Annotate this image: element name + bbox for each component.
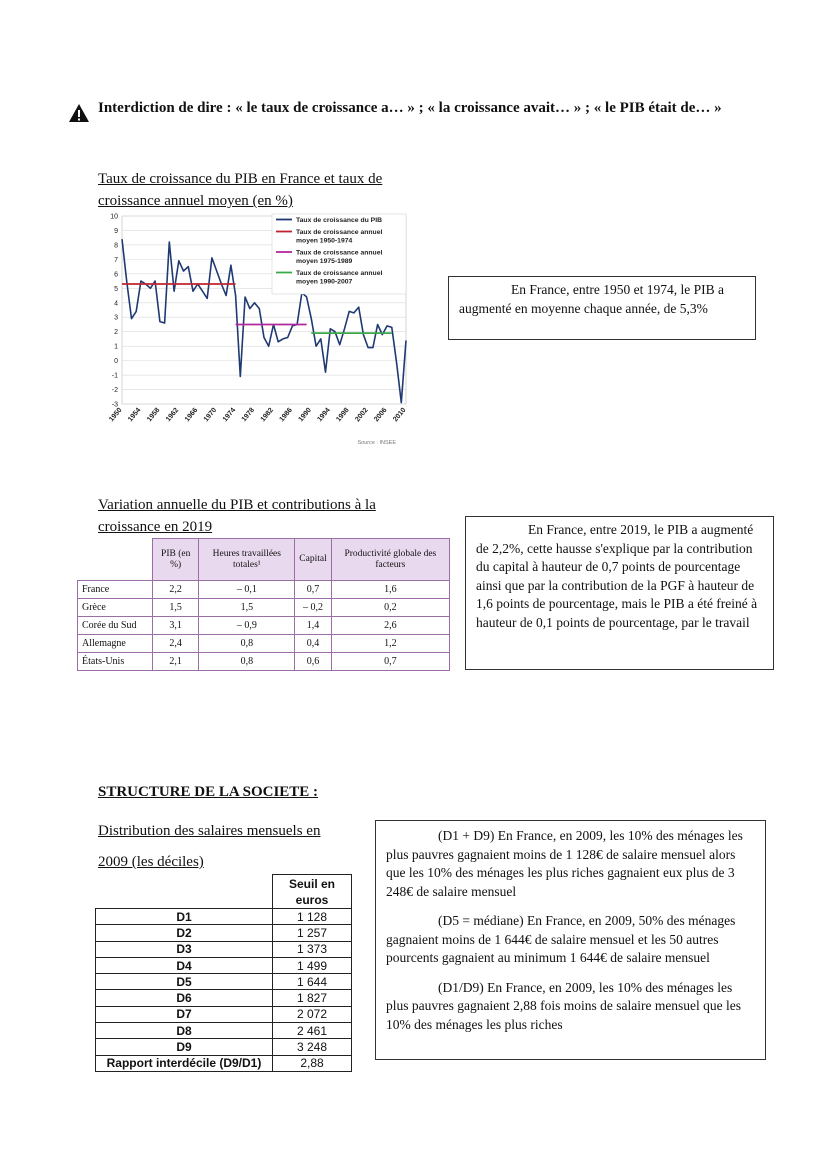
table-row	[96, 974, 352, 990]
legend-label: Taux de croissance annuel	[296, 229, 383, 236]
decile-label: D3	[96, 941, 273, 957]
x-tick-label: 1982	[259, 406, 275, 424]
value-cell: 2,2	[153, 581, 199, 599]
y-tick-label: 9	[114, 227, 118, 235]
table-row	[96, 909, 352, 925]
decile-value: 1 373	[273, 941, 352, 957]
value-cell: 1,2	[331, 635, 449, 653]
explanation-paragraph: (D1 + D9) En France, en 2009, les 10% des ménages les plus pauvres gagnaient moins de 1 128€ de salaire mensuel alors que les 10% des ménages les plus riches gagnaient eux plus de 3 248€ de salaire mensuel	[386, 828, 743, 899]
table-row	[78, 635, 450, 653]
value-cell: 2,6	[331, 617, 449, 635]
table-header-pib: PIB (en %)	[153, 539, 199, 581]
x-tick-label: 1978	[240, 406, 257, 424]
warning-icon	[68, 103, 90, 123]
table-row	[78, 617, 450, 635]
x-tick-label: 1974	[221, 406, 238, 424]
decile-label: D4	[96, 957, 273, 973]
table-row	[96, 941, 352, 957]
country-cell: France	[78, 581, 153, 599]
y-tick-label: 0	[114, 358, 118, 366]
table-row	[96, 1039, 352, 1055]
decile-label: D8	[96, 1023, 273, 1039]
x-tick-label: 2002	[354, 406, 370, 424]
decile-value: 1 257	[273, 925, 352, 941]
decile-label: D2	[96, 925, 273, 941]
warning-title: Interdiction de dire : « le taux de croissance a… » ; « la croissance avait… » ; « le PIB était de… »	[98, 100, 722, 116]
x-tick-label: 2006	[373, 406, 389, 424]
deciles-header: Seuil en euros	[273, 875, 352, 909]
decile-value: 3 248	[273, 1039, 352, 1055]
y-tick-label: 8	[114, 242, 118, 250]
x-tick-label: 1970	[202, 406, 219, 424]
table-header-hours: Heures travaillées totales¹	[199, 539, 295, 581]
value-cell: – 0,2	[295, 599, 331, 617]
value-cell: 2,4	[153, 635, 199, 653]
decile-label: D7	[96, 1006, 273, 1022]
section1-title-line1: Taux de croissance du PIB en France et taux de	[98, 171, 383, 187]
legend-label: moyen 1950-1974	[296, 237, 353, 245]
x-tick-label: 1954	[127, 406, 143, 424]
legend-label: Taux de croissance du PIB	[296, 217, 382, 224]
x-tick-label: 2010	[392, 406, 408, 424]
legend-label: Taux de croissance annuel	[296, 249, 383, 257]
section3-title	[98, 816, 320, 878]
y-tick-label: -1	[111, 372, 118, 380]
legend-label: Taux de croissance annuel	[296, 270, 383, 277]
table-row	[96, 990, 352, 1006]
y-tick-label: 4	[114, 300, 118, 308]
section3-explanation-box	[375, 820, 766, 1060]
decile-label: D5	[96, 974, 273, 990]
table-row	[96, 1055, 352, 1071]
table-header-pgf: Productivité globale des facteurs	[331, 539, 449, 581]
gdp-contributions-table	[77, 538, 450, 671]
section2-explanation: En France, entre 2019, le PIB a augmenté de 2,2%, cette hausse s'explique par la contribution du capital à hauteur de 0,7 points de pourcentage ainsi que par la contribution de la PGF à hauteur de 1,6 points de pourcentage, mais le PIB a été freiné à hauteur de 0,1 points de pourcentage, par le travail	[476, 522, 758, 630]
table-row	[96, 1006, 352, 1022]
table-header-capital: Capital	[295, 539, 331, 581]
table-row	[78, 581, 450, 599]
table-row	[96, 1023, 352, 1039]
decile-value: 2 072	[273, 1006, 352, 1022]
decile-value: 2 461	[273, 1023, 352, 1039]
country-cell: États-Unis	[78, 653, 153, 671]
section1-explanation: En France, entre 1950 et 1974, le PIB a augmenté en moyenne chaque année, de 5,3%	[459, 282, 724, 316]
gdp-growth-chart	[100, 208, 420, 452]
value-cell: 1,6	[331, 581, 449, 599]
wage-deciles-table	[95, 874, 352, 1072]
x-tick-label: 1950	[108, 406, 124, 424]
y-tick-label: -3	[111, 401, 118, 409]
y-tick-label: 6	[114, 271, 118, 279]
value-cell: 0,6	[295, 653, 331, 671]
section1-title	[98, 168, 382, 212]
x-tick-label: 1994	[316, 406, 332, 424]
x-tick-label: 1998	[335, 406, 351, 424]
value-cell: 0,7	[295, 581, 331, 599]
section2-title-line2: croissance en 2019	[98, 519, 213, 535]
value-cell: 1,4	[295, 617, 331, 635]
decile-label: D9	[96, 1039, 273, 1055]
y-tick-label: 7	[114, 256, 118, 264]
section3-title-line2: 2009 (les déciles)	[98, 854, 204, 870]
value-cell: 0,2	[331, 599, 449, 617]
x-tick-label: 1990	[297, 406, 313, 424]
table-row	[78, 599, 450, 617]
x-tick-label: 1986	[278, 406, 294, 424]
interdecile-value: 2,88	[273, 1055, 352, 1071]
value-cell: 3,1	[153, 617, 199, 635]
value-cell: 0,8	[199, 653, 295, 671]
y-tick-label: 10	[110, 213, 118, 221]
interdecile-label: Rapport interdécile (D9/D1)	[96, 1055, 273, 1071]
table-row	[78, 653, 450, 671]
decile-label: D1	[96, 909, 273, 925]
section1-explanation-box	[448, 276, 756, 340]
table-row	[96, 957, 352, 973]
value-cell: – 0,1	[199, 581, 295, 599]
decile-label: D6	[96, 990, 273, 1006]
value-cell: 0,7	[331, 653, 449, 671]
legend-label: moyen 1975-1989	[296, 258, 353, 265]
section2-explanation-box	[465, 516, 774, 670]
decile-value: 1 499	[273, 957, 352, 973]
country-cell: Allemagne	[78, 635, 153, 653]
section2-title-line1: Variation annuelle du PIB et contributions à la	[98, 497, 376, 513]
x-tick-label: 1962	[164, 406, 181, 424]
country-cell: Corée du Sud	[78, 617, 153, 635]
country-cell: Grèce	[78, 599, 153, 617]
value-cell: 2,1	[153, 653, 199, 671]
section1-title-line2: croissance annuel moyen (en %)	[98, 193, 293, 209]
x-tick-label: 1966	[183, 406, 200, 424]
y-tick-label: 1	[114, 343, 118, 351]
y-tick-label: 3	[114, 314, 118, 322]
explanation-paragraph: (D5 = médiane) En France, en 2009, 50% des ménages gagnaient moins de 1 644€ de salaire mensuel et les 50 autres pourcents gagnaient au minimum 1 644€ de salaire mensuel	[386, 913, 736, 965]
y-tick-label: 5	[114, 285, 118, 293]
decile-value: 1 128	[273, 909, 352, 925]
legend-label: moyen 1990-2007	[296, 278, 353, 286]
decile-value: 1 827	[273, 990, 352, 1006]
section3-title-line1: Distribution des salaires mensuels en	[98, 823, 321, 839]
value-cell: 1,5	[153, 599, 199, 617]
x-tick-label: 1958	[146, 406, 162, 424]
value-cell: 0,4	[295, 635, 331, 653]
y-tick-label: 2	[114, 329, 118, 337]
value-cell: 0,8	[199, 635, 295, 653]
decile-value: 1 644	[273, 974, 352, 990]
section2-title	[98, 494, 376, 538]
chart-source: Source : INSEE	[357, 440, 396, 446]
value-cell: – 0,9	[199, 617, 295, 635]
explanation-paragraph: (D1/D9) En France, en 2009, les 10% des ménages les plus pauvres gagnaient 2,88 fois moins de salaire mensuel que les 10% des ménages les plus riches	[386, 979, 742, 1032]
structure-heading: STRUCTURE DE LA SOCIETE :	[98, 784, 319, 800]
table-row	[96, 925, 352, 941]
value-cell: 1,5	[199, 599, 295, 617]
y-tick-label: -2	[111, 387, 118, 395]
